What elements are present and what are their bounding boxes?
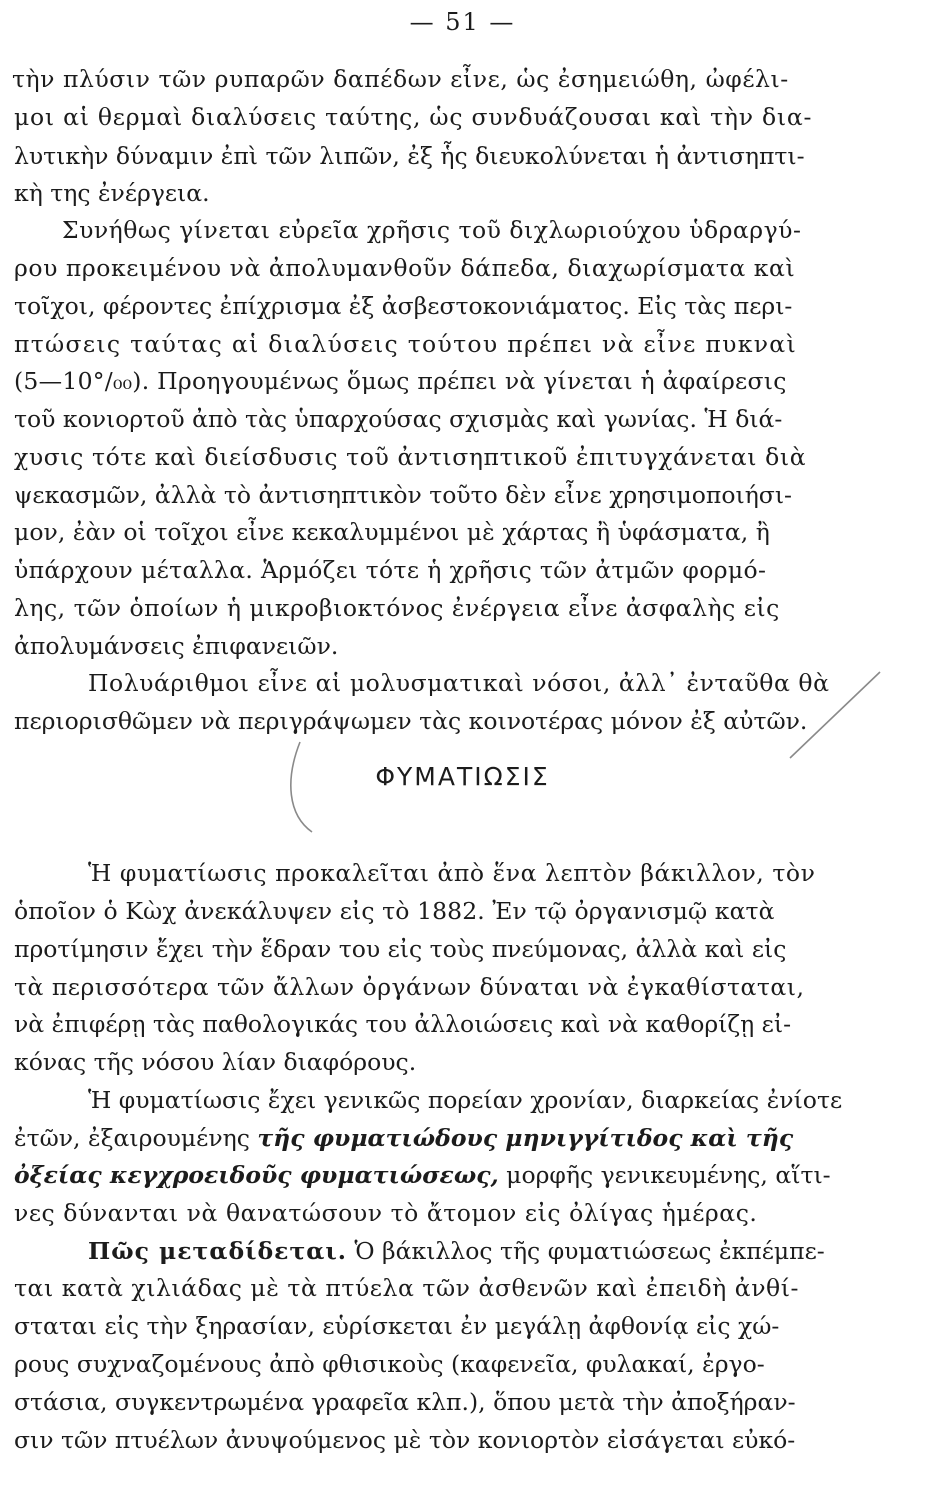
text-line: τοῖχοι, φέροντες ἐπίχρισμα ἐξ ἀσβεστοκονιάματος. Εἰς τὰς περι- xyxy=(14,292,793,320)
text-line: λης, τῶν ὁποίων ἡ μικροβιοκτόνος ἐνέργεια εἶνε ἀσφαλὴς εἰς xyxy=(14,594,780,622)
text-line: τοῦ κονιορτοῦ ἀπὸ τὰς ὑπαρχούσας σχισμὰς καὶ γωνίας. Ἡ διά- xyxy=(14,405,783,433)
text-line: σιν τῶν πτυέλων ἀνυψούμενος μὲ τὸν κονιορτὸν εἰσάγεται εὐκό- xyxy=(14,1426,796,1454)
text-line: περιορισθῶμεν νὰ περιγράψωμεν τὰς κοινοτέρας μόνον ἐξ αὐτῶν. xyxy=(14,707,808,735)
text-line: ρους συχναζομένους ἀπὸ φθισικοὺς (καφενεῖα, φυλακαί, ἐργο- xyxy=(14,1350,765,1378)
text-line: μον, ἐὰν οἱ τοῖχοι εἶνε κεκαλυμμένοι μὲ χάρτας ἢ ὑφάσματα, ἢ xyxy=(14,518,770,546)
pencil-stroke xyxy=(291,742,312,832)
text-line: κόνας τῆς νόσου λίαν διαφόρους. xyxy=(14,1048,417,1076)
text-segment: ἐτῶν, ἐξαιρουμένης xyxy=(14,1124,250,1152)
emphasis-text: ὀξείας κεγχροειδοῦς φυματιώσεως, xyxy=(14,1161,499,1189)
text-line: Συνήθως γίνεται εὐρεῖα χρῆσις τοῦ διχλωριούχου ὑδραργύ- xyxy=(62,216,802,244)
text-line: ὁποῖον ὁ Κὼχ ἀνεκάλυψεν εἰς τὸ 1882. Ἐν τῷ ὀργανισμῷ κατὰ xyxy=(14,897,775,925)
text-line: Πολυάριθμοι εἶνε αἱ μολυσματικαὶ νόσοι, ἀλλ᾽ ἐνταῦθα θὰ xyxy=(88,669,830,697)
text-segment: Ὁ βάκιλλος τῆς φυματιώσεως ἐκπέμπε- xyxy=(354,1237,825,1265)
text-line: ψεκασμῶν, ἀλλὰ τὸ ἀντισηπτικὸν τοῦτο δὲν εἶνε χρησιμοποιήσι- xyxy=(14,481,793,509)
text-line: προτίμησιν ἔχει τὴν ἕδραν του εἰς τοὺς πνεύμονας, ἀλλὰ καὶ εἰς xyxy=(14,935,787,963)
text-line: χυσις τότε καὶ διείσδυσις τοῦ ἀντισηπτικοῦ ἐπιτυγχάνεται διὰ xyxy=(14,443,807,471)
text-line: τὴν πλύσιν τῶν ρυπαρῶν δαπέδων εἶνε, ὡς ἐσημειώθη, ὠφέλι- xyxy=(12,65,789,93)
text-line: Ἡ φυματίωσις προκαλεῖται ἀπὸ ἕνα λεπτὸν βάκιλλον, τὸν xyxy=(88,859,816,887)
text-line: Ἡ φυματίωσις ἔχει γενικῶς πορείαν χρονίαν, διαρκείας ἐνίοτε xyxy=(88,1086,843,1114)
text-line: ρου προκειμένου νὰ ἀπολυμανθοῦν δάπεδα, διαχωρίσματα καὶ xyxy=(14,254,796,282)
text-line: (5—10°/₀₀). Προηγουμένως ὅμως πρέπει νὰ γίνεται ἡ ἀφαίρεσις xyxy=(14,367,787,395)
text-line: τὰ περισσότερα τῶν ἄλλων ὀργάνων δύναται νὰ ἐγκαθίσταται, xyxy=(14,973,805,1001)
text-line: πτώσεις ταύτας αἱ διαλύσεις τούτου πρέπει νὰ εἶνε πυκναὶ xyxy=(14,330,797,358)
text-line: νες δύνανται νὰ θανατώσουν τὸ ἄτομον εἰς ὀλίγας ἡμέρας. xyxy=(14,1199,758,1227)
text-line: λυτικὴν δύναμιν ἐπὶ τῶν λιπῶν, ἐξ ἧς διευκολύνεται ἡ ἀντισηπτι- xyxy=(14,142,805,170)
pencil-stroke xyxy=(790,672,880,758)
text-line: ἀπολυμάνσεις ἐπιφανειῶν. xyxy=(14,632,339,660)
text-line: μοι αἱ θερμαὶ διαλύσεις ταύτης, ὡς συνδυάζουσαι καὶ τὴν δια- xyxy=(14,103,813,131)
text-line: κὴ της ἐνέργεια. xyxy=(14,179,210,207)
text-line: ὑπάρχουν μέταλλα. Ἁρμόζει τότε ἡ χρῆσις τῶν ἀτμῶν φορμό- xyxy=(14,556,767,584)
text-line: νὰ ἐπιφέρῃ τὰς παθολογικάς του ἀλλοιώσεις καὶ νὰ καθορίζῃ εἰ- xyxy=(14,1010,792,1038)
text-line: ται κατὰ χιλιάδας μὲ τὰ πτύελα τῶν ἀσθενῶν καὶ ἐπειδὴ ἀνθί- xyxy=(14,1274,800,1302)
page-number: — 51 — xyxy=(409,8,516,36)
text-segment: μορφῆς γενικευμένης, αἵτι- xyxy=(506,1161,831,1189)
side-heading: Πῶς μεταδίδεται. xyxy=(88,1237,347,1265)
text-line: σταται εἰς τὴν ξηρασίαν, εὑρίσκεται ἐν μεγάλῃ ἀφθονίᾳ εἰς χώ- xyxy=(14,1312,780,1340)
section-heading: ΦΥΜΑΤΙΩΣΙΣ xyxy=(375,762,550,791)
text-line: στάσια, συγκεντρωμένα γραφεῖα κλπ.), ὅπου μετὰ τὴν ἀποξήραν- xyxy=(14,1388,796,1416)
emphasis-text: τῆς φυματιώδους μηνιγγίτιδος καὶ τῆς xyxy=(257,1124,794,1152)
